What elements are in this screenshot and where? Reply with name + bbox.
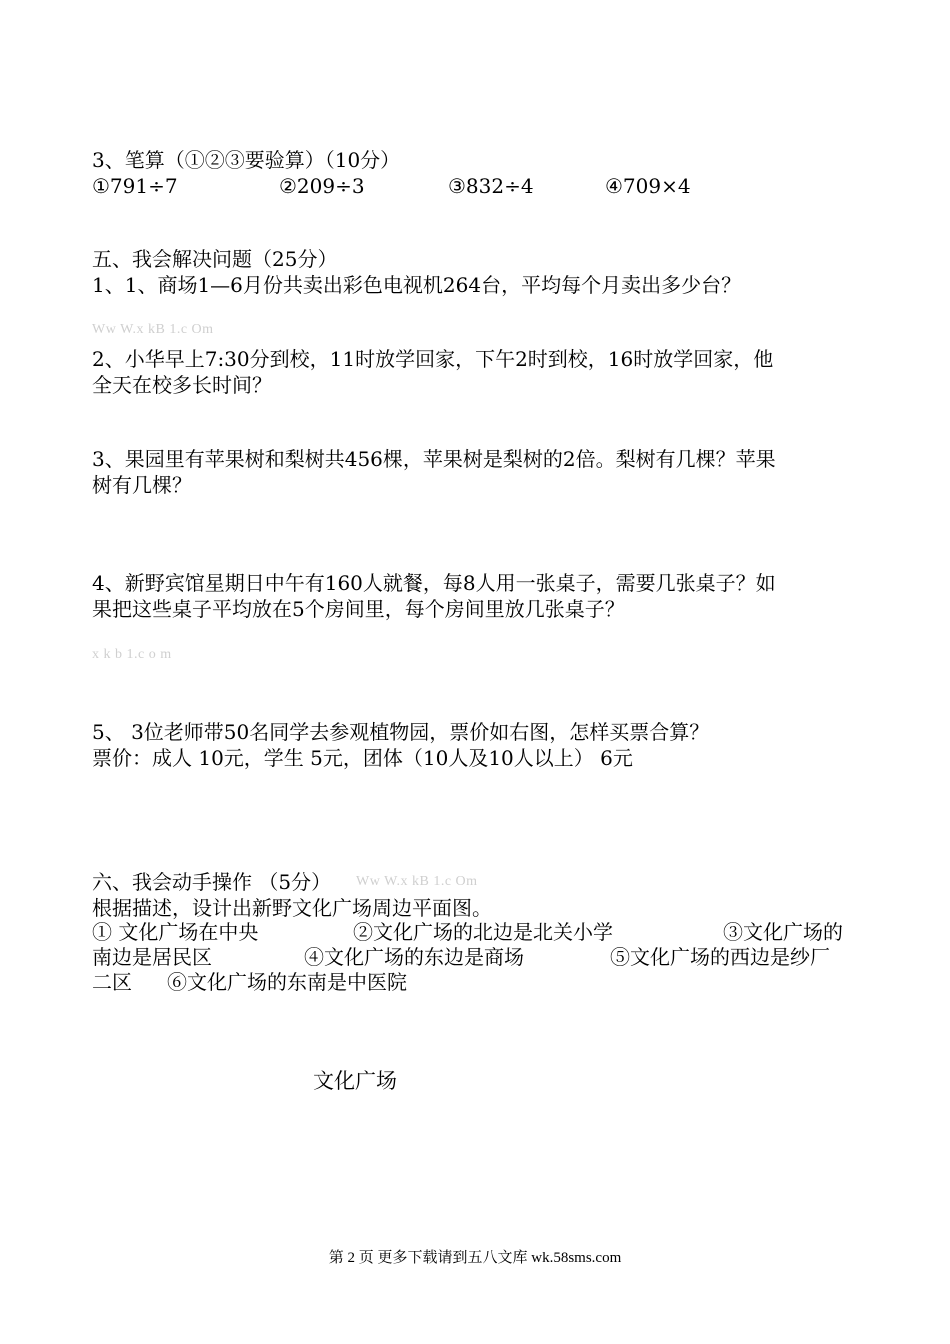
description-item: ① 文化广场在中央 bbox=[92, 920, 259, 944]
question-1: 1、1、商场1—6月份共卖出彩色电视机264台，平均每个月卖出多少台？ bbox=[92, 273, 742, 297]
section5-heading: 五、我会解决问题（25分） bbox=[92, 247, 338, 271]
question-4-line-1: 4、新野宾馆星期日中午有160人就餐，每8人用一张桌子，需要几张桌子？如 bbox=[92, 571, 776, 595]
description-item: ⑥文化广场的东南是中医院 bbox=[167, 970, 407, 994]
watermark: Ww W.x kB 1.c Om bbox=[92, 322, 214, 337]
section3-heading: 3、笔算（①②③要验算）（10分） bbox=[92, 148, 401, 172]
page-footer: 第 2 页 更多下载请到五八文库 wk.58sms.com bbox=[328, 1250, 622, 1266]
question-2-line-2: 全天在校多长时间？ bbox=[92, 373, 272, 397]
watermark: Ww W.x kB 1.c Om bbox=[356, 874, 478, 889]
section6-intro: 根据描述，设计出新野文化广场周边平面图。 bbox=[92, 896, 492, 920]
question-5-line-1: 5、 3位老师带50名同学去参观植物园，票价如右图，怎样买票合算？ bbox=[92, 720, 710, 744]
calc-item-3: ③832÷4 bbox=[448, 174, 534, 198]
calc-item-2: ②209÷3 bbox=[279, 174, 365, 198]
ticket-prices: 票价：成人 10元，学生 5元，团体（10人及10人以上） 6元 bbox=[92, 746, 633, 770]
section6-heading: 六、我会动手操作 （5分） bbox=[92, 870, 332, 894]
description-item: ④文化广场的东边是商场 bbox=[304, 945, 524, 969]
description-item: ⑤文化广场的西边是纱厂 bbox=[610, 945, 830, 969]
question-2-line-1: 2、小华早上7:30分到校，11时放学回家，下午2时到校，16时放学回家，他 bbox=[92, 347, 774, 371]
watermark: x k b 1.c o m bbox=[92, 647, 172, 662]
description-item: 二区 bbox=[92, 970, 132, 994]
description-item: 南边是居民区 bbox=[92, 945, 212, 969]
question-3-line-2: 树有几棵？ bbox=[92, 473, 192, 497]
map-center-label: 文化广场 bbox=[313, 1069, 397, 1093]
description-item: ③文化广场的 bbox=[723, 920, 843, 944]
question-4-line-2: 果把这些桌子平均放在5个房间里，每个房间里放几张桌子？ bbox=[92, 597, 625, 621]
description-item: ②文化广场的北边是北关小学 bbox=[353, 920, 613, 944]
question-3-line-1: 3、果园里有苹果树和梨树共456棵，苹果树是梨树的2倍。梨树有几棵？苹果 bbox=[92, 447, 776, 471]
calc-item-1: ①791÷7 bbox=[92, 174, 178, 198]
calc-item-4: ④709×4 bbox=[605, 174, 691, 198]
